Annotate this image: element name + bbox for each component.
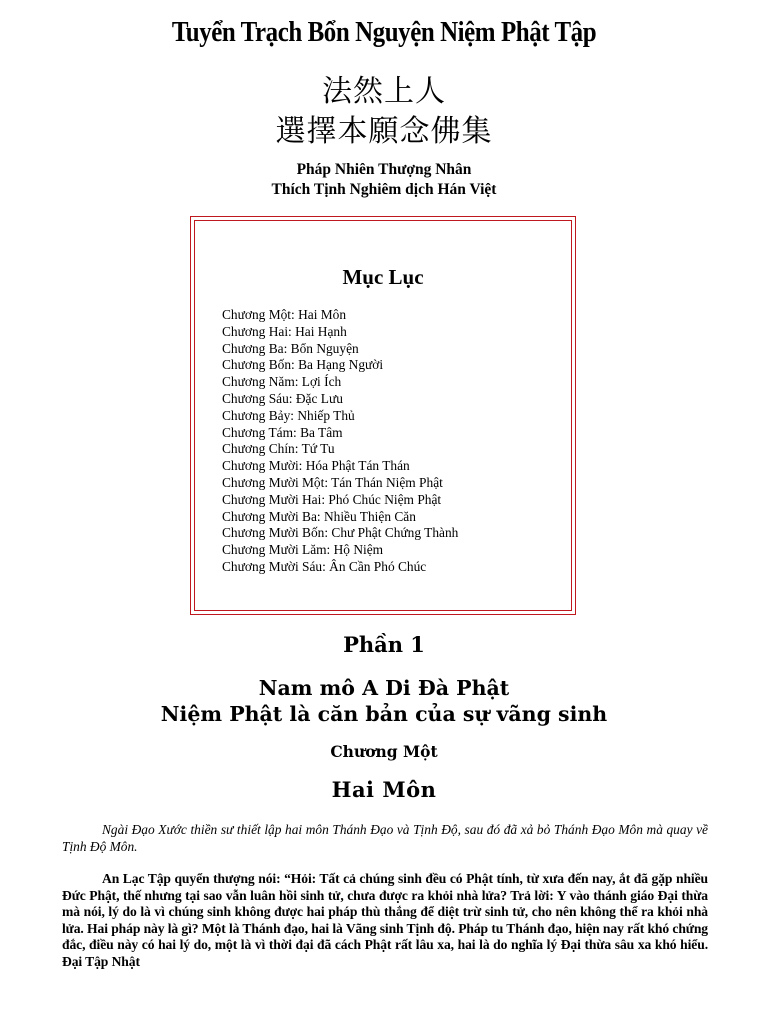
toc-item: Chương Mười Hai: Phó Chúc Niệm Phật: [222, 491, 442, 507]
toc-item: Chương Mười Sáu: Ân Cần Phó Chúc: [222, 558, 427, 574]
chapter-intro: Ngài Đạo Xước thiền sư thiết lập hai môn Thánh Đạo và Tịnh Độ, sau đó đã xả bỏ Thánh Đạo Môn mà quay về Tịnh Độ Môn.: [62, 822, 708, 854]
cjk-book-title: 選擇本願念佛集: [275, 114, 493, 149]
toc-item: Chương Một: Hai Môn: [222, 307, 347, 322]
toc-item: Chương Mười Bốn: Chư Phật Chứng Thành: [222, 525, 459, 541]
toc-item: Chương Mười Một: Tán Thán Niệm Phật: [222, 474, 443, 490]
toc-list: [222, 307, 458, 576]
toc-item: Chương Hai: Hai Hạnh: [222, 323, 347, 339]
toc-item: Chương Bốn: Ba Hạng Người: [222, 357, 384, 373]
chapter-title: Hai Môn: [331, 777, 437, 802]
translator-credit: Thích Tịnh Nghiêm dịch Hán Việt: [271, 181, 497, 198]
toc-item: Chương Mười Lăm: Hộ Niệm: [222, 542, 384, 558]
toc-heading: Mục Lục: [342, 265, 424, 289]
body-paragraph: An Lạc Tập quyển thượng nói: “Hỏi: Tất cả chúng sinh đều có Phật tính, từ xưa đến nay, ắt đã gặp nhiều Đức Phật, thế nhưng tại sao vẫn luân hồi sinh tử, chưa được ra khỏi nhà lửa? Trả lời: Y vào thánh giáo Đại thừa mà nói, lý do là vì chúng sinh không được hai pháp thù thắng để diệt trừ sinh tử, cho nên không thể ra khỏi nhà lửa. Hai pháp này là gì? Một là Thánh đạo, hai là Vãng sinh Tịnh độ. Pháp tu Thánh đạo, hiện nay rất khó chứng đắc, điều này có hai lý do, một là vì thời đại đã cách Phật rất lâu xa, hai là do nghĩa lý Đại thừa sâu xa khó hiểu. Đại Tập Nhật: [62, 871, 708, 969]
part-title: Phần 1: [343, 632, 425, 657]
toc-item: Chương Sáu: Đặc Lưu: [222, 390, 343, 406]
toc-item: Chương Mười Ba: Nhiều Thiện Căn: [222, 508, 416, 524]
toc-item: Chương Ba: Bổn Nguyện: [222, 340, 359, 356]
toc-item: Chương Năm: Lợi Ích: [222, 374, 342, 390]
cjk-author-name: 法然上人: [322, 74, 446, 109]
part-heading-line-2: Niệm Phật là căn bản của sự vãng sinh: [160, 702, 608, 726]
toc-item: Chương Chín: Tứ Tu: [222, 441, 335, 457]
toc-item: Chương Bảy: Nhiếp Thủ: [222, 407, 355, 423]
toc-item: Chương Mười: Hóa Phật Tán Thán: [222, 458, 410, 474]
part-heading-line-1: Nam mô A Di Đà Phật: [258, 676, 510, 700]
document-title: Tuyển Trạch Bổn Nguyện Niệm Phật Tập: [171, 16, 597, 48]
author-name: Pháp Nhiên Thượng Nhân: [296, 161, 472, 178]
table-of-contents: [190, 216, 576, 615]
toc-item: Chương Tám: Ba Tâm: [222, 424, 343, 440]
chapter-label: Chương Một: [330, 742, 438, 761]
